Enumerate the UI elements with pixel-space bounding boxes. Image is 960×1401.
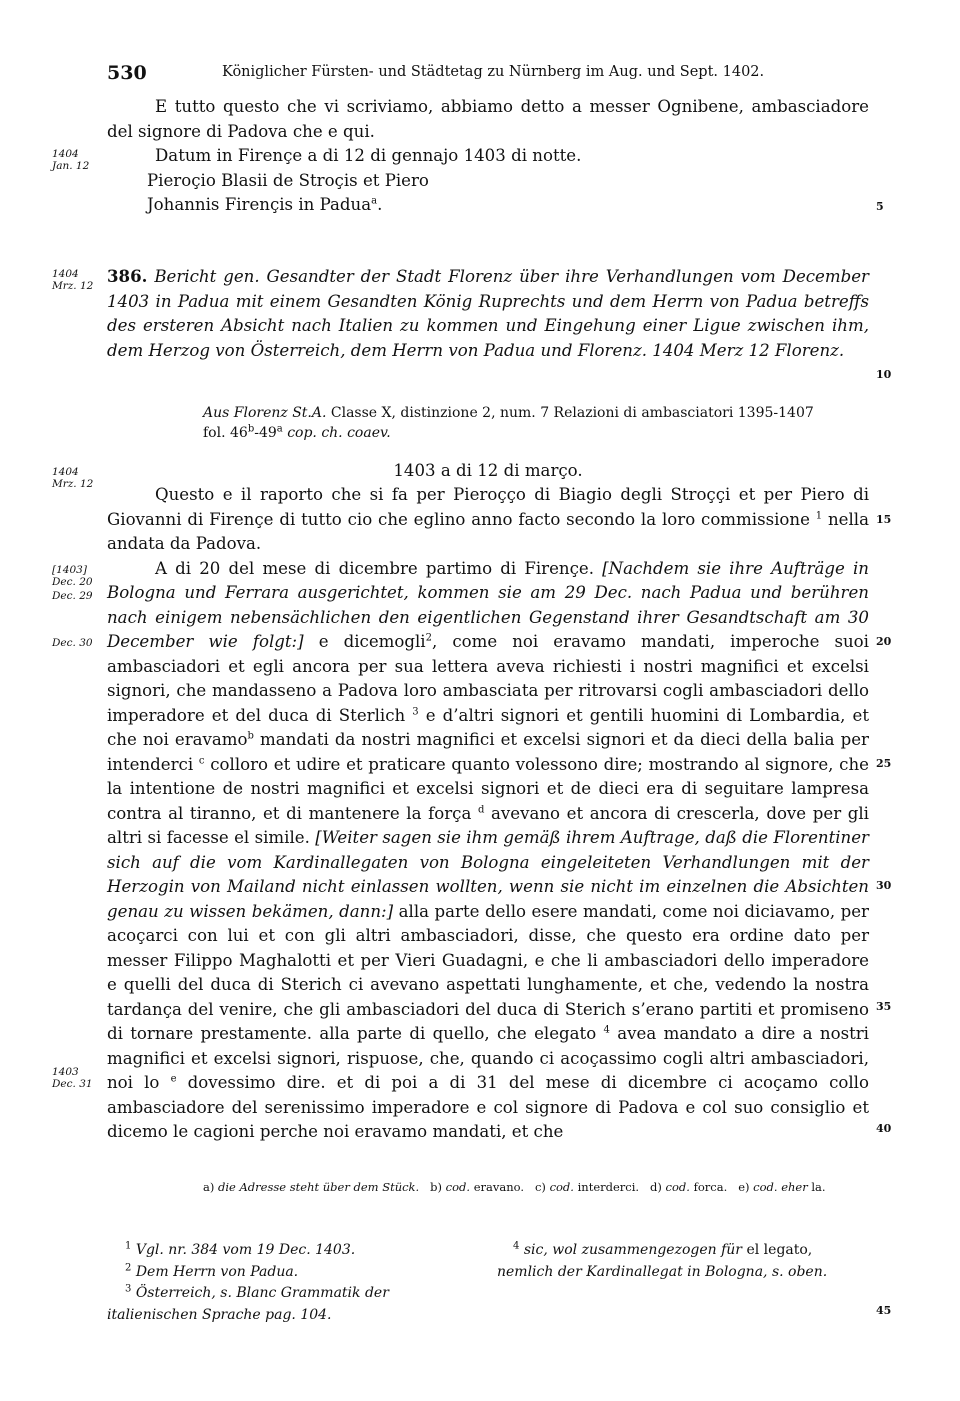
document-summary: Bericht gen. Gesandter der Stadt Florenz über ihre Verhandlungen vom December 1403 in Padua mit einem Gesandten König Ruprechts und dem Herrn von Padua betreffs des ersteren Absicht nach Italien zu kommen und Eingehung einer Ligue zwischen ihm, dem Herzog von Österreich, dem Herrn von Padua und Florenz. 1404 Merz 12 Florenz. bbox=[107, 267, 869, 360]
main-text bbox=[107, 483, 869, 1145]
critical-apparatus: a) die Adresse steht über dem Stück. b) cod. eravano. c) cod. interderci. d) cod. forca. e) cod. eher la. bbox=[203, 1180, 826, 1194]
footnote-2: $^2$ Dem Herrn von Padua. bbox=[125, 1261, 299, 1280]
line-number-40: 40 bbox=[876, 1122, 892, 1135]
datum-line: Datum in Firençe a di 12 di gennajo 1403 di notte. bbox=[155, 146, 582, 165]
closing-paragraph: E tutto questo che vi scriviamo, abbiamo detto a messer Ognibene, ambasciadore del signore di Padova che e qui. bbox=[107, 97, 869, 141]
margin-date-6: Dec. 30 bbox=[52, 637, 93, 649]
editorial-summary-1: [Nachdem sie ihre Aufträge in Bologna und Ferrara ausgerichtet, kommen sie am 29 Dec. nach Padua und berühren nach einigem nebensächlichen den eigentlichen Gegenstand ihrer Gesandtschaft am 30 December wie folgt:] bbox=[107, 558, 869, 651]
footnote-ref-3: 3 bbox=[412, 705, 419, 717]
margin-date-4: [1403] Dec. 20 bbox=[52, 564, 93, 588]
footnote-4: $^4$ sic, wol zusammengezogen für el legato, nemlich der Kardinallegat in Bologna, s. oben. bbox=[497, 1240, 828, 1280]
paragraph-1: Questo e il raporto che si fa per Pieroçço di Biagio degli Stroççi et per Piero di Giovanni di Firençe di tutto cio che eglino anno facto secondo la loro commissione $^1$ nella andata da Padova. bbox=[107, 485, 869, 553]
previous-document-end bbox=[107, 95, 869, 218]
line-number-15: 15 bbox=[876, 513, 892, 526]
footnote-ref-4: 4 bbox=[603, 1024, 610, 1036]
document-date-line: 1403 a di 12 di março. bbox=[393, 461, 583, 480]
line-number-5: 5 bbox=[876, 200, 884, 213]
line-number-35: 35 bbox=[876, 1000, 892, 1013]
signature-line-1: Pieroçio Blasii de Stroçis et Piero bbox=[147, 170, 429, 190]
margin-date-7: 1403 Dec. 31 bbox=[52, 1066, 93, 1090]
signature-line-2: Johannis Firençis in Padua$^a$. bbox=[147, 195, 383, 214]
line-number-10: 10 bbox=[876, 368, 892, 381]
source-note: Aus Florenz St.A. Classe X, distinzione 2, num. 7 Relazioni di ambasciatori 1395-1407 fol. 46$^b$-49$^a$ cop. ch. coaev. bbox=[203, 405, 814, 441]
page-number: 530 bbox=[107, 62, 147, 84]
line-number-30: 30 bbox=[876, 879, 892, 892]
apparatus-ref: a bbox=[371, 195, 378, 207]
running-title: Königlicher Fürsten- und Städtetag zu Nürnberg im Aug. und Sept. 1402. bbox=[222, 64, 765, 80]
footnote-ref-2: 2 bbox=[425, 632, 432, 644]
footnotes-left bbox=[107, 1240, 479, 1326]
document-number: 386. bbox=[107, 266, 148, 286]
footnote-ref-1: 1 bbox=[815, 509, 823, 521]
editorial-summary-2: [Weiter sagen sie ihm gemäß ihrem Auftrage, daß die Florentiner sich auf die vom Kardinallegaten von Bologna eingeleiteten Verhandlungen mit der Herzogin von Mailand nicht einlassen wollten, wenn sie nicht im einzelnen die Absichten genau zu wissen bekämen, dann:] bbox=[107, 828, 869, 921]
document-heading bbox=[107, 264, 869, 363]
footnote-3: $^3$ Österreich, s. Blanc Grammatik der italienischen Sprache pag. 104. bbox=[107, 1283, 389, 1323]
margin-date-1: 1404 Jan. 12 bbox=[52, 148, 90, 172]
line-number-45: 45 bbox=[876, 1304, 892, 1317]
margin-date-2: 1404 Mrz. 12 bbox=[52, 268, 94, 292]
footnotes-right bbox=[497, 1240, 869, 1283]
margin-date-3: 1404 Mrz. 12 bbox=[52, 466, 94, 490]
margin-date-5: Dec. 29 bbox=[52, 590, 93, 602]
paragraph-2: A di 20 del mese di dicembre partimo di Firençe. [Nachdem sie ihre Aufträge in Bologna und Ferrara ausgerichtet, kommen sie am 29 Dec. nach Padua und berühren nach einigem nebensächlichen den eigentlichen Gegenstand ihrer Gesandtschaft am 30 December wie folgt:] e dicemogli$^2$, come noi eravamo mandati, imperoche suoi ambasciadori et egli ancora per sua lettera aveva richiesti i nostri magnifici et excelsi signori, che mandasseno a Padova loro ambasciata per ritrovarsi cogli ambasciadori dello imperadore et del duca di Sterlich $^3$ e d’altri signori et gentili huomini di Lombardia, et che noi eravamo$^b$ mandati da nostri magnifici et excelsi signori et da dieci della balia per intenderci $^c$ colloro et udire et praticare quanto volessono dire; mostrando al signore, che la intentione de nostri magnifici et excelsi signori et de dieci era di seguitare lampresa contra al tiranno, et di mantenere la força $^d$ avevano et ancora di crescerla, dove per gli altri si facesse el simile. [Weiter sagen sie ihm gemäß ihrem Auftrage, daß die Florentiner sich auf die vom Kardinallegaten von Bologna eingeleiteten Verhandlungen mit der Herzogin von Mailand nicht einlassen wollten, wenn sie nicht im einzelnen die Absichten genau zu wissen bekämen, dann:] alla parte dello esere mandati, come noi diciavamo, per acoçarci con lui et con gli altri ambasciadori, disse, che questo era ordine dato per messer Filippo Maghalotti et per Vieri Guadagni, e che li ambasciadori dello imperadore e quelli del duca di Sterich ci avevano aspettati lunghamente, et che, vedendo la nostra tardança del venire, che gli ambasciadori del duca di Sterich s’erano partiti et promiseno di tornare prestamente. alla parte di quello, che elegato $^4$ avea mandato a dire a nostri magnifici et excelsi signori, rispuose, che, quando ci acoçassimo cogli altri ambasciadori, noi lo $^e$ dovessimo dire. et di poi a di 31 del mese di dicembre ci acoçamo collo ambasciadore del serenissimo imperadore e col signore di Padova e col suo consiglio et dicemo le cagioni perche noi eravamo mandati, et che bbox=[107, 558, 869, 1141]
page-header bbox=[107, 62, 867, 86]
line-number-20: 20 bbox=[876, 635, 892, 648]
line-number-25: 25 bbox=[876, 757, 892, 770]
footnote-1: $^1$ Vgl. nr. 384 vom 19 Dec. 1403. bbox=[125, 1240, 356, 1258]
